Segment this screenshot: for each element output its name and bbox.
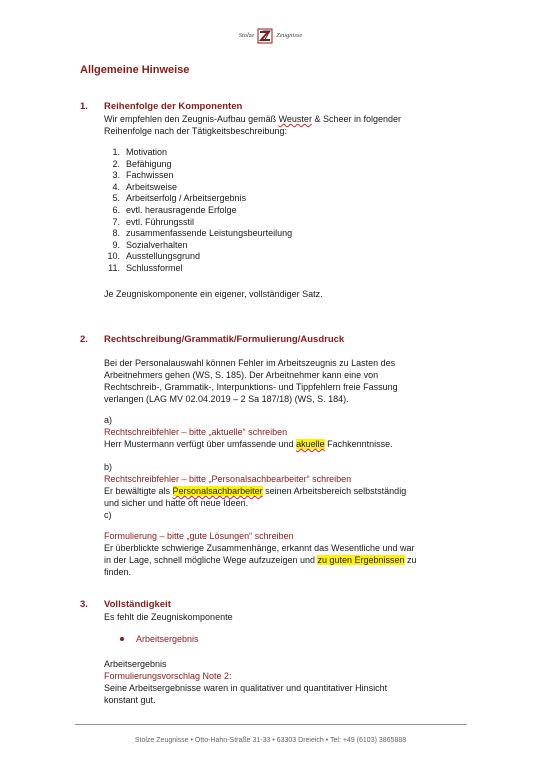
- highlighted-phrase: zu guten Ergebnissen: [317, 555, 405, 565]
- list-item: 2. Befähigung: [112, 158, 172, 169]
- section-3-heading: Vollständigkeit: [104, 599, 171, 610]
- logo-text-right: Zeugnisse: [276, 32, 303, 39]
- intro-text: Wir empfehlen den Zeugnis-Aufbau gemäß: [104, 114, 279, 124]
- example-label: b): [104, 462, 113, 472]
- list-item: 5. Arbeitserfolg / Arbeitsergebnis: [112, 193, 247, 204]
- section-1-note: Je Zeugniskomponente ein eigener, vollständiger Satz.: [104, 289, 323, 299]
- example-c: Formulierung – bitte „gute Lösungen“ schreiben Er überblickte schwierige Zusammenhänge, erkannt das Wesentliche und war in der Lage, schnell mögliche Wege aufzuzeigen und zu guten Ergebnissen zu finden.: [104, 531, 417, 577]
- list-item: 1. Motivation: [112, 147, 168, 157]
- bullet-icon: [120, 637, 124, 641]
- intro-text: Reihenfolge nach der Tätigkeitsbeschreibung:: [104, 126, 287, 136]
- company-logo: [0, 24, 541, 44]
- section-2-paragraph: Bei der Personalauswahl können Fehler im Arbeitszeugnis zu Lasten des Arbeitnehmers gehen (WS, S. 185). Der Arbeitnehmer kann eine von Rechtschreib-, Grammatik-, Interpunktions- und Tippfehlern freie Fassung verlangen (LAG MV 02.04.2019 – 2 Sa 187/18) (WS, S. 184).: [104, 358, 398, 404]
- list-item: 9. Sozialverhalten: [112, 239, 188, 250]
- component-list: [104, 147, 292, 275]
- highlighted-error: Personalsachbarbeiter: [172, 486, 263, 496]
- example-label: a): [104, 415, 113, 425]
- section-2-heading: Rechtschreibung/Grammatik/Formulierung/Ausdruck: [104, 334, 345, 345]
- example-a: a) Rechtschreibfehler – bitte „aktuelle“ schreiben Herr Mustermann verfügt über umfassende und akuelle Fachkenntnisse.: [104, 415, 393, 449]
- example-heading: Formulierung – bitte „gute Lösungen“ schreiben: [104, 531, 294, 541]
- section-1-number: 1.: [80, 101, 88, 112]
- example-heading: Rechtschreibfehler – bitte „Personalsachbearbeiter“ schreiben: [104, 474, 352, 484]
- logo-mark-icon: [257, 28, 273, 44]
- logo-text-left: Stolze: [238, 32, 255, 39]
- list-item: 10. Ausstellungsgrund: [107, 251, 201, 262]
- section-1-heading: Reihenfolge der Komponenten: [104, 101, 243, 112]
- example-label: c): [104, 510, 112, 520]
- highlighted-error: akuelle: [296, 439, 325, 449]
- spellcheck-word: Weuster: [278, 114, 312, 124]
- list-item: 8. zusammenfassende Leistungsbeurteilung: [112, 228, 293, 239]
- section-2-number: 2.: [80, 334, 88, 345]
- section-3-number: 3.: [80, 599, 88, 610]
- section-1-intro: [104, 113, 464, 137]
- bullet-item: Arbeitsergebnis: [120, 634, 199, 644]
- footer-divider: [75, 724, 467, 725]
- intro-text: & Scheer in folgender: [311, 114, 402, 124]
- section-3-line: Es fehlt die Zeugniskomponente: [104, 612, 233, 622]
- footer-text: Stolze Zeugnisse • Otto-Hahn-Straße 31-33 • 63303 Dreieich • Tel: +49 (6103) 3865888: [134, 737, 407, 744]
- list-item: 6. evtl. herausragende Erfolge: [112, 204, 237, 215]
- list-item: 7. evtl. Führungsstil: [112, 216, 195, 227]
- list-item: 3. Fachwissen: [112, 170, 174, 181]
- list-item: 11. Schlussformel: [108, 262, 183, 273]
- page-title: Allgemeine Hinweise: [80, 64, 190, 76]
- example-heading: Rechtschreibfehler – bitte „aktuelle“ schreiben: [104, 427, 288, 437]
- example-b: b) Rechtschreibfehler – bitte „Personalsachbearbeiter“ schreiben Er bewältigte als Personalsachbarbeiter seinen Arbeitsbereich selbstständig und sicher und hatte oft neue Ideen. c): [104, 462, 407, 520]
- section-3-proposal: Arbeitsergebnis Formulierungsvorschlag Note 2: Seine Arbeitsergebnisse waren in qualitativer und quantitativer Hinsicht konstant gut.: [104, 659, 388, 705]
- list-item: 4. Arbeitsweise: [112, 181, 178, 192]
